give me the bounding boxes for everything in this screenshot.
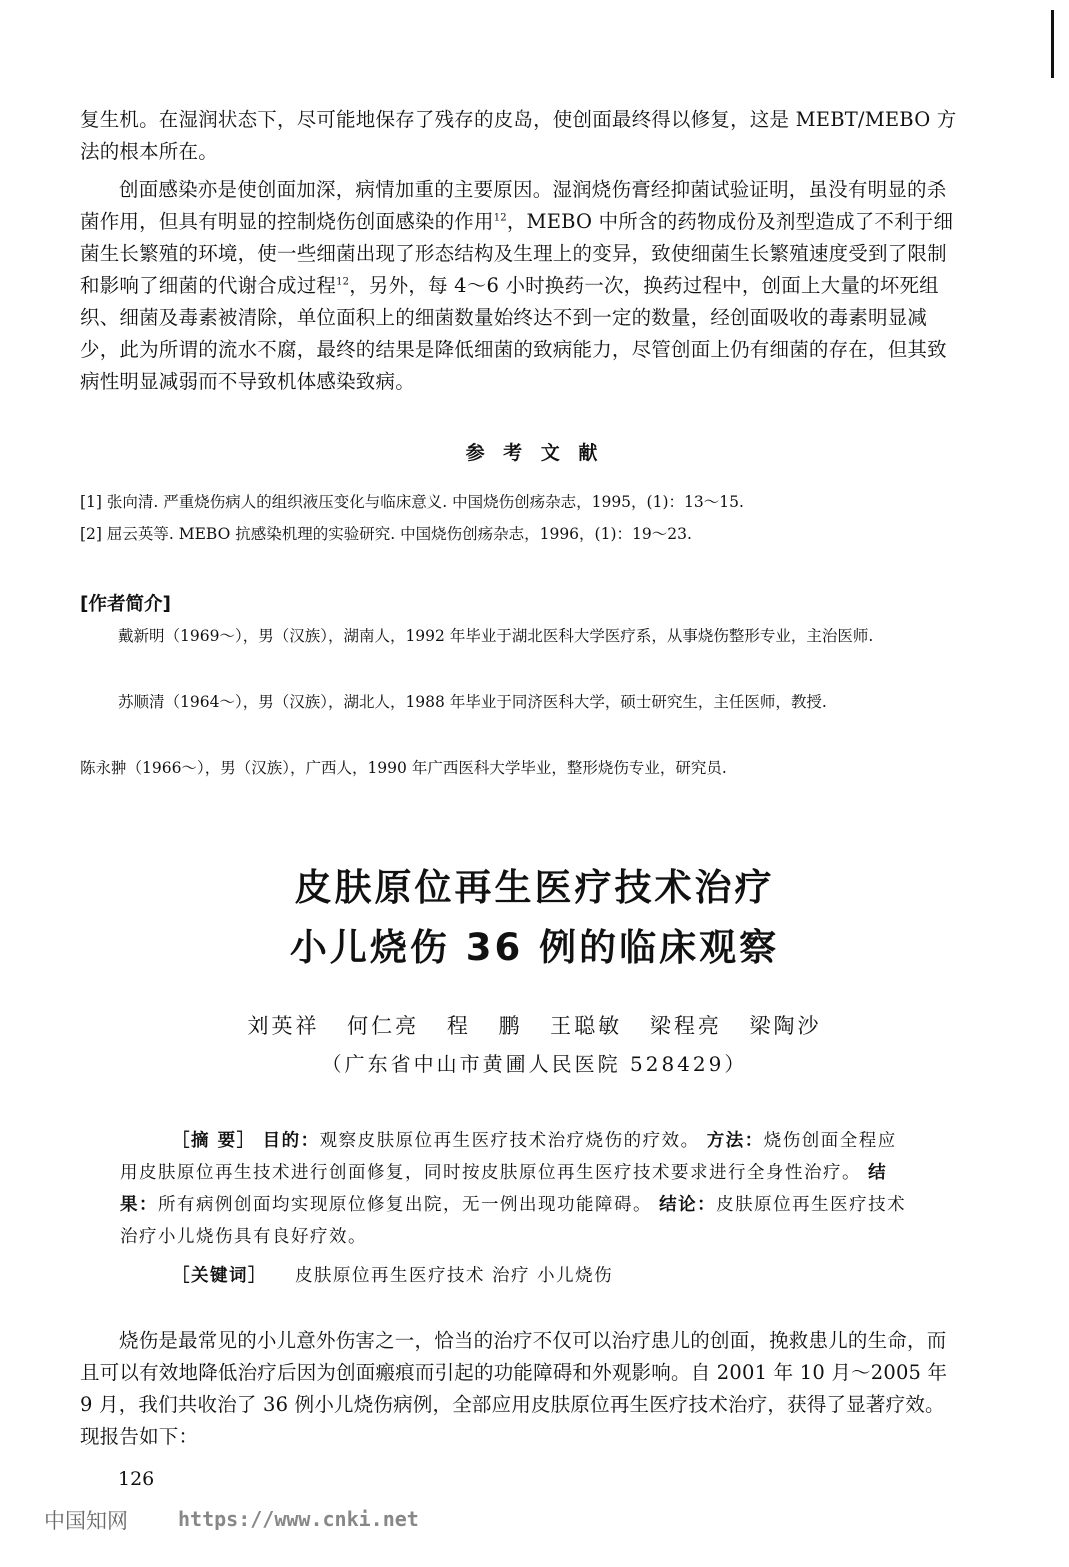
citation-superscript: 12 — [336, 276, 350, 288]
objective-label: 目的： — [262, 1131, 320, 1151]
method-label: 方法： — [706, 1131, 764, 1151]
result-label: 结果： — [120, 1163, 888, 1215]
author-bio: 戴新明（1969～），男（汉族），湖南人，1992 年毕业于湖北医科大学医疗系，从事烧伤整形专业，主治医师. — [118, 627, 874, 645]
citation-superscript: 12 — [493, 212, 507, 224]
keywords-label: ［关键词］ — [172, 1266, 267, 1286]
article-affiliation: （广东省中山市黄圃人民医院 528429） — [321, 1052, 748, 1076]
abstract-label: ［摘 要］ — [172, 1131, 256, 1151]
author-bio: 陈永翀（1966～），男（汉族），广西人，1990 年广西医科大学毕业，整形烧伤专业，研究员. — [80, 759, 727, 777]
continued-paragraph-1: 复生机。在湿润状态下，尽可能地保存了残存的皮岛，使创面最终得以修复，这是 MEBT/MEBO 方法的根本所在。 — [80, 108, 957, 163]
reference-item: [2] 屈云英等. MEBO 抗感染机理的实验研究. 中国烧伤创疡杂志，1996，(1)：19～23. — [80, 525, 692, 543]
keywords-text: 皮肤原位再生医疗技术 治疗 小儿烧伤 — [295, 1266, 614, 1286]
reference-item: [1] 张向清. 严重烧伤病人的组织液压变化与临床意义. 中国烧伤创疡杂志，1995，(1)：13～15. — [80, 493, 744, 511]
intro-paragraph: 烧伤是最常见的小儿意外伤害之一，恰当的治疗不仅可以治疗患儿的创面，挽救患儿的生命，而且可以有效地降低治疗后因为创面瘢痕而引起的功能障碍和外观影响。自 2001 年 10 月～2005 年 9 月，我们共收治了 36 例小儿烧伤病例，全部应用皮肤原位再生医疗技术治疗，获得了显著疗效。现报告如下： — [80, 1329, 948, 1448]
footer-url-link[interactable]: https://www.cnki.net — [178, 1507, 419, 1531]
title-line: 皮肤原位再生医疗技术治疗 — [294, 866, 775, 909]
reference-list — [80, 486, 960, 550]
author-intro-heading: [作者简介] — [80, 594, 171, 615]
keywords — [172, 1262, 613, 1287]
page-number: 126 — [118, 1468, 155, 1490]
title-line: 小儿烧伤 36 例的临床观察 — [289, 926, 780, 969]
conclusion-label: 结论： — [659, 1195, 717, 1215]
article-authors: 刘英祥 何仁亮 程 鹏 王聪敏 梁程亮 梁陶沙 — [247, 1014, 822, 1038]
article-title — [0, 858, 1069, 978]
references-heading: 参 考 文 献 — [465, 442, 604, 464]
abstract: ［摘 要］ 目的：观察皮肤原位再生医疗技术治疗烧伤的疗效。 方法：烧伤创面全程应用皮肤原位再生技术进行创面修复，同时按皮肤原位再生医疗技术要求进行全身性治疗。 结果：所有病例创面均实现原位修复出院，无一例出现功能障碍。 结论：皮肤原位再生医疗技术治疗小儿烧伤具有良好疗效。 — [120, 1131, 907, 1247]
page-edge-mark — [1051, 10, 1054, 78]
continued-paragraph-2: 创面感染亦是使创面加深，病情加重的主要原因。湿润烧伤膏经抑菌试验证明，虽没有明显的杀菌作用，但具有明显的控制烧伤创面感染的作用$^{12}$，MEBO 中所含的药物成份及剂型造成了不利于细菌生长繁殖的环境，使一些细菌出现了形态结构及生理上的变异，致使细菌生长繁殖速度受到了限制和影响了细菌的代谢合成过程$^{12}$，另外，每 4～6 小时换药一次，换药过程中，创面上大量的坏死组织、细菌及毒素被清除，单位面积上的细菌数量始终达不到一定的数量，经创面吸收的毒素明显减少，此为所谓的流水不腐，最终的结果是降低细菌的致病能力，尽管创面上仍有细菌的存在，但其致病性明显减弱而不导致机体感染致病。 — [80, 178, 954, 393]
author-bio: 苏顺清（1964～），男（汉族），湖北人，1988 年毕业于同济医科大学，硕士研究生，主任医师，教授. — [118, 693, 827, 711]
footer-site-name: 中国知网 — [44, 1509, 128, 1533]
